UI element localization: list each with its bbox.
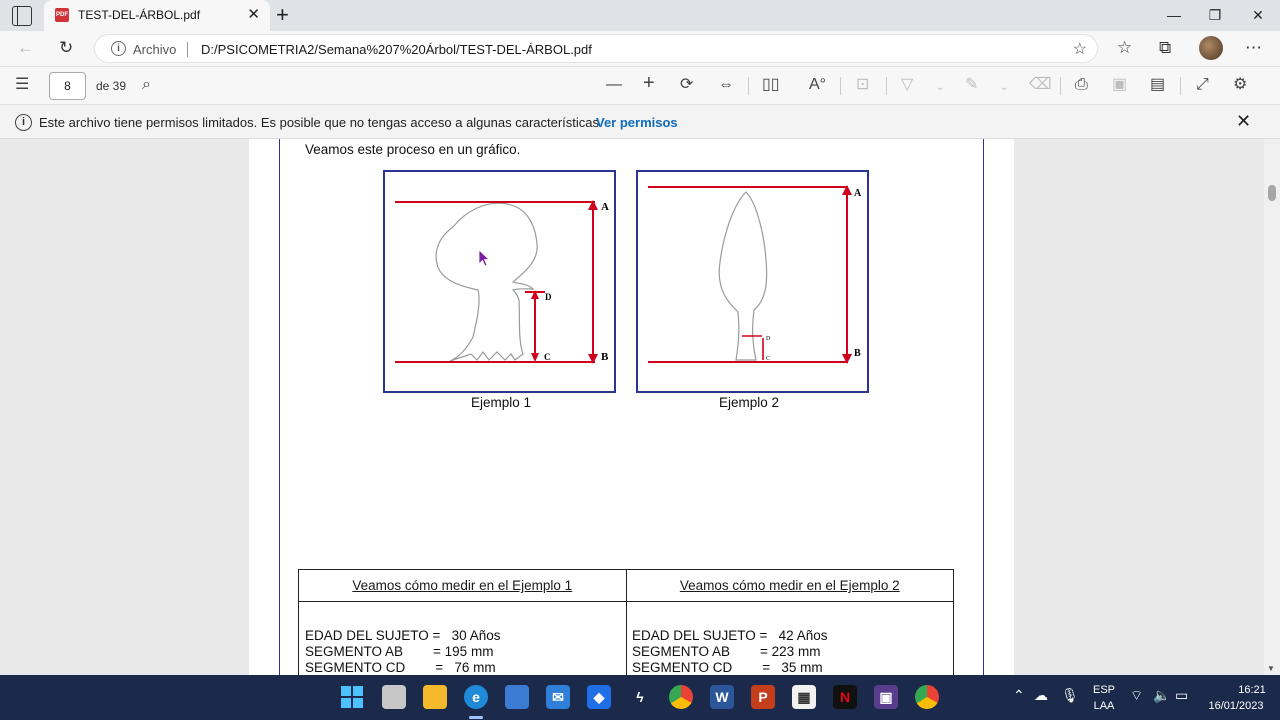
table-header-example-1: Veamos cómo medir en el Ejemplo 1 [299, 570, 627, 602]
figure-example-1 [383, 170, 616, 393]
label-b: B [601, 351, 609, 363]
language-bottom[interactable]: LAA [1093, 700, 1115, 712]
minimize-icon[interactable]: — [1167, 7, 1181, 23]
vertical-scrollbar[interactable] [1264, 139, 1280, 675]
netflix-icon[interactable]: N [833, 685, 857, 709]
chrome-icon[interactable] [669, 685, 693, 709]
tab-title: TEST-DEL-ÁRBOL.pdf [78, 8, 201, 22]
caption-example-2: Ejemplo 2 [719, 395, 780, 410]
highlight-dropdown-icon[interactable]: ⌄ [936, 82, 945, 93]
edge-browser-icon[interactable]: e [464, 685, 488, 709]
back-icon[interactable]: ← [17, 38, 34, 57]
tree-drawing-1 [385, 172, 614, 391]
toolbar-separator [748, 77, 749, 95]
info-icon: i [15, 114, 32, 131]
dropbox-icon[interactable]: ◆ [587, 685, 611, 709]
label-b: B [854, 348, 861, 359]
scrollbar-thumb[interactable] [1268, 185, 1276, 201]
figure-example-2 [636, 170, 869, 393]
mail-icon[interactable]: ✉ [546, 685, 570, 709]
notes-app-icon[interactable]: ▦ [792, 685, 816, 709]
label-c: C [766, 356, 771, 362]
onedrive-cloud-icon[interactable]: ☁ [1034, 687, 1048, 703]
pdf-favicon-icon: PDF [55, 8, 69, 22]
eraser-icon[interactable]: ⌫ [1029, 76, 1052, 93]
col1-segment-cd: SEGMENTO CD = 76 mm [305, 660, 496, 675]
zoom-in-icon[interactable]: + [643, 72, 655, 94]
restore-icon[interactable]: ❐ [1208, 7, 1222, 23]
language-top[interactable]: ESP [1092, 684, 1115, 696]
app-lightning-icon[interactable]: ϟ [636, 689, 644, 705]
volume-icon[interactable]: 🔈 [1153, 687, 1171, 703]
favorites-icon[interactable]: ☆ [1117, 38, 1133, 57]
col2-segment-cd: SEGMENTO CD = 35 mm [632, 660, 823, 675]
fullscreen-icon[interactable]: ⤢ [1196, 76, 1209, 93]
save-as-icon[interactable]: ▤ [1150, 76, 1166, 93]
address-scheme-label: Archivo [133, 42, 177, 57]
col1-edad: EDAD DEL SUJETO = 30 Años [305, 628, 501, 643]
battery-icon[interactable]: ▭ [1175, 687, 1189, 703]
window-close-icon[interactable]: ✕ [1252, 7, 1264, 23]
pdf-viewer[interactable] [0, 139, 1280, 675]
caption-example-1: Ejemplo 1 [471, 395, 532, 410]
label-a: A [601, 201, 609, 213]
refresh-icon[interactable]: ↻ [59, 38, 74, 57]
rotate-icon[interactable]: ⟳ [680, 76, 694, 93]
page-total: de 39 [96, 79, 127, 93]
col2-segment-ab: SEGMENTO AB = 223 mm [632, 644, 821, 659]
col2-edad: EDAD DEL SUJETO = 42 Años [632, 628, 828, 643]
pdf-toolbar [0, 66, 1280, 104]
address-bar[interactable] [94, 34, 1098, 63]
contents-icon[interactable]: ☰ [15, 76, 30, 93]
label-d: D [766, 336, 771, 342]
col1-segment-ab: SEGMENTO AB = 195 mm [305, 644, 494, 659]
toolbar-separator [1060, 77, 1061, 95]
pdf-page [249, 139, 1014, 675]
tree-drawing-2 [638, 172, 867, 391]
fit-width-icon[interactable]: ⇔ [718, 76, 734, 93]
microphone-icon[interactable]: 🎙 [1061, 687, 1079, 703]
zoom-out-icon[interactable]: — [606, 76, 622, 93]
store-icon[interactable] [505, 685, 529, 709]
edge-active-indicator [469, 716, 483, 719]
profile-avatar[interactable] [1199, 36, 1223, 60]
save-icon[interactable]: ▣ [1112, 76, 1128, 93]
photo-app-icon[interactable]: ▣ [874, 685, 898, 709]
scroll-down-icon[interactable]: ▼ [1267, 664, 1275, 673]
draw-dropdown-icon[interactable]: ⌄ [1000, 82, 1009, 93]
permissions-infobar [0, 104, 1280, 139]
mouse-cursor-icon [478, 249, 490, 267]
text-box-icon[interactable]: ⊡ [856, 76, 870, 93]
taskbar [0, 675, 1280, 720]
print-icon[interactable]: ⎙ [1075, 76, 1088, 93]
site-info-icon[interactable]: i [111, 41, 126, 56]
more-menu-icon[interactable]: ⋯ [1245, 38, 1262, 57]
collections-icon[interactable]: ⧉ [1159, 38, 1172, 57]
word-icon[interactable]: W [710, 685, 734, 709]
highlight-icon[interactable]: ▽ [901, 76, 914, 93]
toolbar-separator [1180, 77, 1181, 95]
toolbar-separator [840, 77, 841, 95]
clock-date[interactable]: 16/01/2023 [1208, 700, 1264, 712]
tab-close-icon[interactable]: ✕ [247, 6, 260, 23]
intro-text: Veamos este proceso en un gráfico. [305, 142, 521, 157]
label-c: C [544, 352, 551, 362]
draw-icon[interactable]: ✎ [965, 76, 979, 93]
address-separator [187, 42, 188, 57]
table-header-example-2: Veamos cómo medir en el Ejemplo 2 [626, 570, 954, 602]
infobar-message: Este archivo tiene permisos limitados. Es posible que no tengas acceso a algunas características. [39, 115, 603, 130]
wifi-icon[interactable]: ⌔ [1130, 687, 1144, 703]
windows-start-icon[interactable] [340, 685, 364, 709]
powerpoint-icon[interactable]: P [751, 685, 775, 709]
label-a: A [854, 188, 862, 199]
infobar-close-icon[interactable]: ✕ [1236, 111, 1252, 131]
read-aloud-icon[interactable]: A° [809, 76, 827, 93]
page-number-input[interactable]: 8 [49, 72, 86, 100]
label-d: D [545, 292, 552, 302]
navigation-bar [0, 31, 1280, 66]
address-url[interactable]: D:/PSICOMETRIA2/Semana%207%20Árbol/TEST-DEL-ÁRBOL.pdf [201, 42, 592, 57]
view-permissions-link[interactable]: Ver permisos [596, 115, 678, 130]
add-favorite-icon[interactable]: ☆ [1072, 41, 1087, 58]
tray-chevron-icon[interactable]: ⌃ [1013, 687, 1025, 703]
toolbar-separator [886, 77, 887, 95]
settings-gear-icon[interactable]: ⚙ [1233, 76, 1248, 93]
search-icon[interactable]: ⌕ [142, 76, 151, 93]
tab-strip [0, 0, 1280, 31]
clock-time[interactable]: 16:21 [1238, 684, 1266, 696]
tab-pdf[interactable] [44, 0, 270, 31]
task-view-icon[interactable] [382, 685, 406, 709]
page-view-icon[interactable]: ▯▯ [762, 76, 780, 93]
tab-actions-icon[interactable] [12, 6, 32, 26]
new-tab-icon[interactable]: + [276, 2, 289, 27]
file-explorer-icon[interactable] [423, 685, 447, 709]
chrome-profile-icon[interactable] [915, 685, 939, 709]
